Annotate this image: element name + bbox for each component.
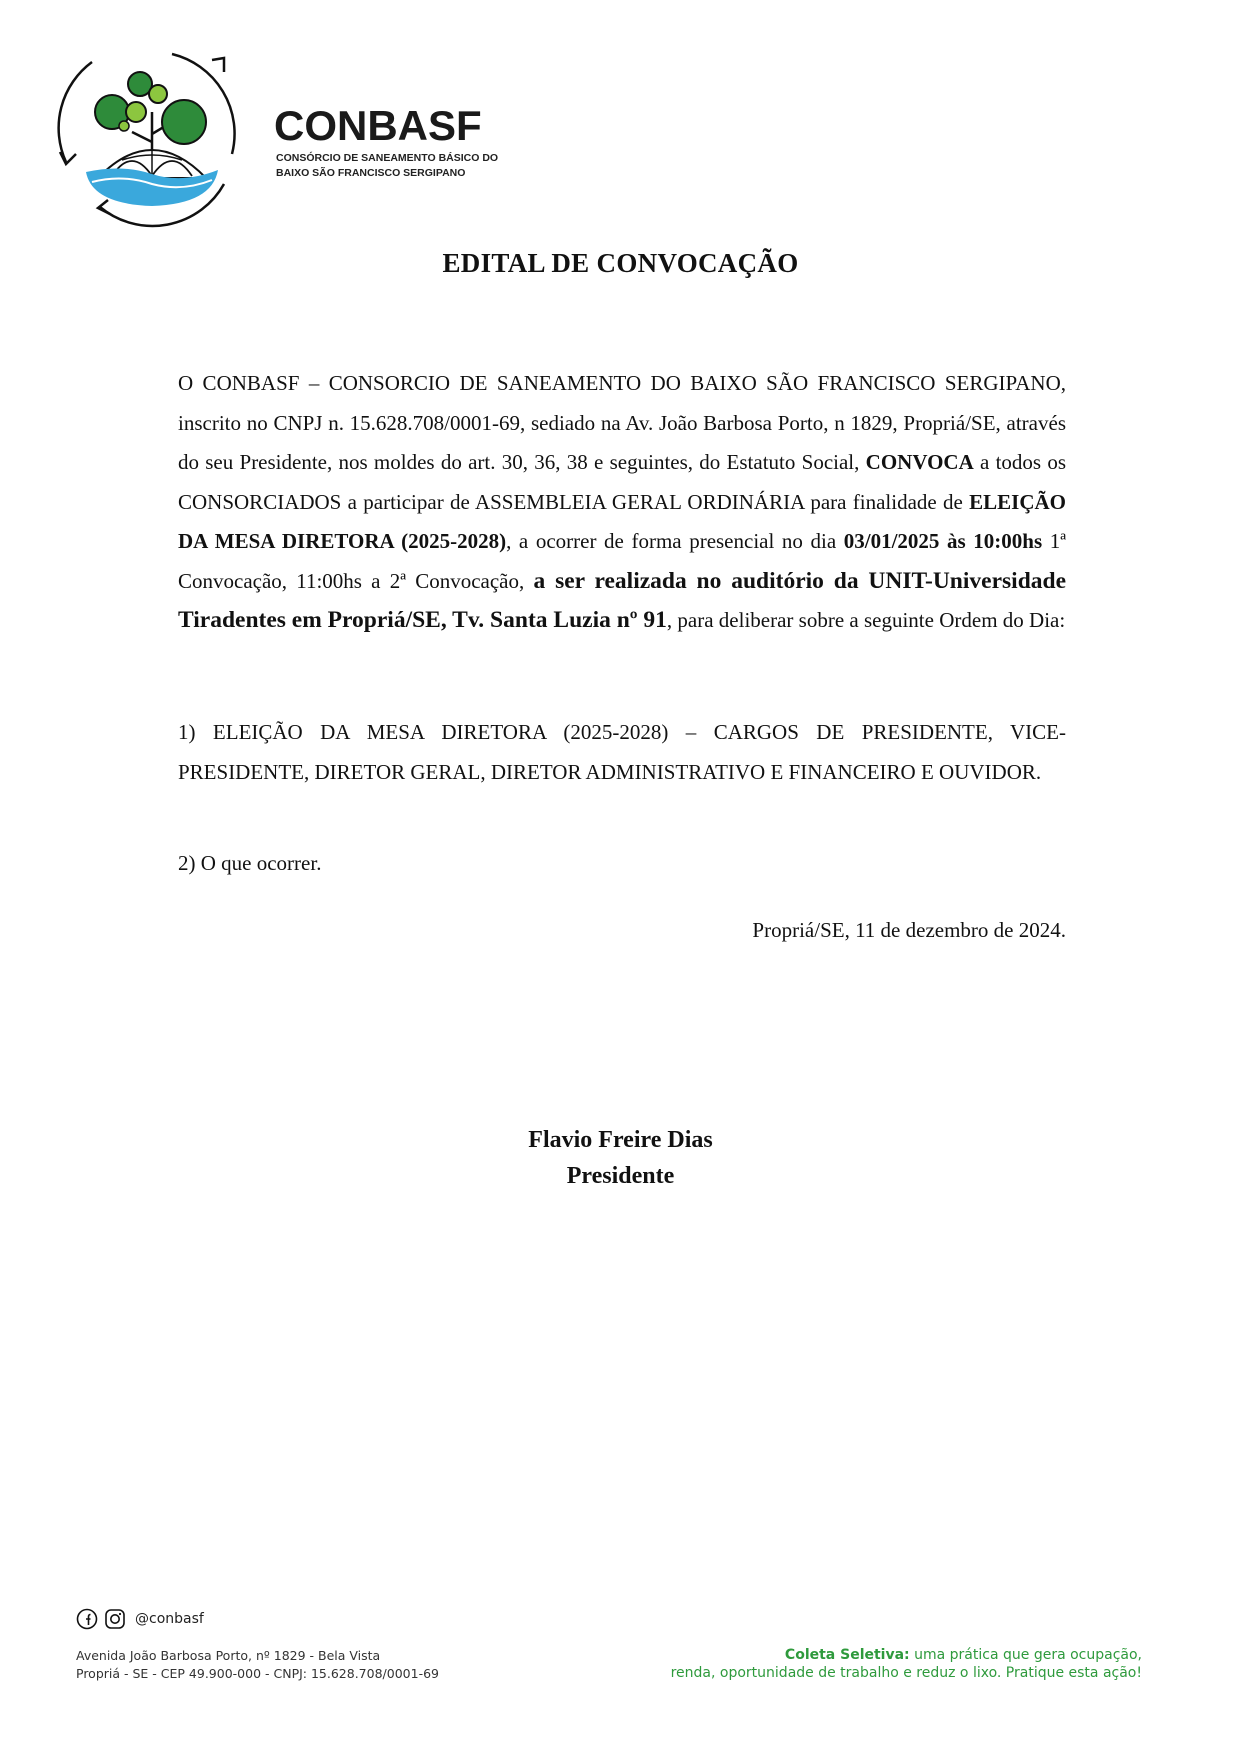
agenda-item-1: 1) ELEIÇÃO DA MESA DIRETORA (2025-2028) – CARGOS DE PRESIDENTE, VICE-PRESIDENTE, DIRETOR GERAL, DIRETOR ADMINISTRATIVO E FINANCEIRO E OUVIDOR. <box>178 720 1066 784</box>
address-line2: Propriá - SE - CEP 49.900-000 - CNPJ: 15.628.708/0001-69 <box>76 1666 439 1681</box>
agenda-item-2: 2) O que ocorrer. <box>178 851 322 875</box>
footer-social <box>76 1608 204 1630</box>
election-bold: ELEIÇÃO DA MESA DIRETORA (2025-2028) <box>178 489 1066 553</box>
instagram-icon[interactable] <box>104 1608 126 1630</box>
meeting-datetime: 03/01/2025 às 10:00hs <box>843 529 1043 553</box>
slogan-line2: renda, oportunidade de trabalho e reduz o lixo. Pratique esta ação! <box>670 1665 1142 1681</box>
footer-slogan <box>671 1646 1142 1682</box>
tree-water-recycle-logo-icon <box>52 42 252 232</box>
convocation-paragraph <box>178 364 1066 641</box>
place-date: Propriá/SE, 11 de dezembro de 2024. <box>752 918 1066 942</box>
paragraph-text-5: , para deliberar sobre a seguinte Ordem do Dia: <box>666 608 1066 632</box>
meeting-location: a ser realizada no auditório da UNIT-Universidade Tiradentes em Propriá/SE, Tv. Santa Luzia nº 91 <box>178 567 1067 633</box>
signature-block <box>0 1122 1241 1194</box>
signature-role: Presidente <box>566 1163 675 1189</box>
brand-name: CONBASF <box>274 102 482 149</box>
paragraph-text-1: O CONBASF – CONSORCIO DE SANEAMENTO DO BAIXO SÃO FRANCISCO SERGIPANO, inscrito no CNPJ n. 15.628.708/0001-69, sediado na Av. João Barbosa Porto, n 1829, Propriá/SE, através do seu Presidente, nos moldes do art. 30, 36, 38 e seguintes, do Estatuto Social, <box>178 371 1066 474</box>
paragraph-text-2: a todos os CONSORCIADOS a participar de ASSEMBLEIA GERAL ORDINÁRIA para finalidade de <box>178 450 1067 514</box>
paragraph-text-4: 1ª Convocação, 11:00hs a 2ª Convocação, <box>178 529 1067 593</box>
brand-subtitle-line2: BAIXO SÃO FRANCISCO SERGIPANO <box>276 167 466 179</box>
convoca-word: CONVOCA <box>865 450 974 474</box>
address-line1: Avenida João Barbosa Porto, nº 1829 - Bela Vista <box>76 1648 381 1663</box>
signature-name: Flavio Freire Dias <box>528 1127 713 1153</box>
facebook-icon[interactable] <box>76 1608 98 1630</box>
social-handle[interactable]: @conbasf <box>135 1611 204 1627</box>
brand-subtitle-line1: CONSÓRCIO DE SANEAMENTO BÁSICO DO <box>276 152 499 164</box>
slogan-line1-rest: uma prática que gera ocupação, <box>909 1647 1142 1663</box>
paragraph-text-3: , a ocorrer de forma presencial no dia <box>506 529 837 553</box>
slogan-bold: Coleta Seletiva: <box>784 1647 910 1663</box>
footer-address <box>76 1647 439 1683</box>
conbasf-logo <box>52 42 499 222</box>
brand-subtitle <box>276 151 516 181</box>
document-title: EDITAL DE CONVOCAÇÃO <box>442 248 799 278</box>
slogan-line1 <box>671 1646 1142 1664</box>
